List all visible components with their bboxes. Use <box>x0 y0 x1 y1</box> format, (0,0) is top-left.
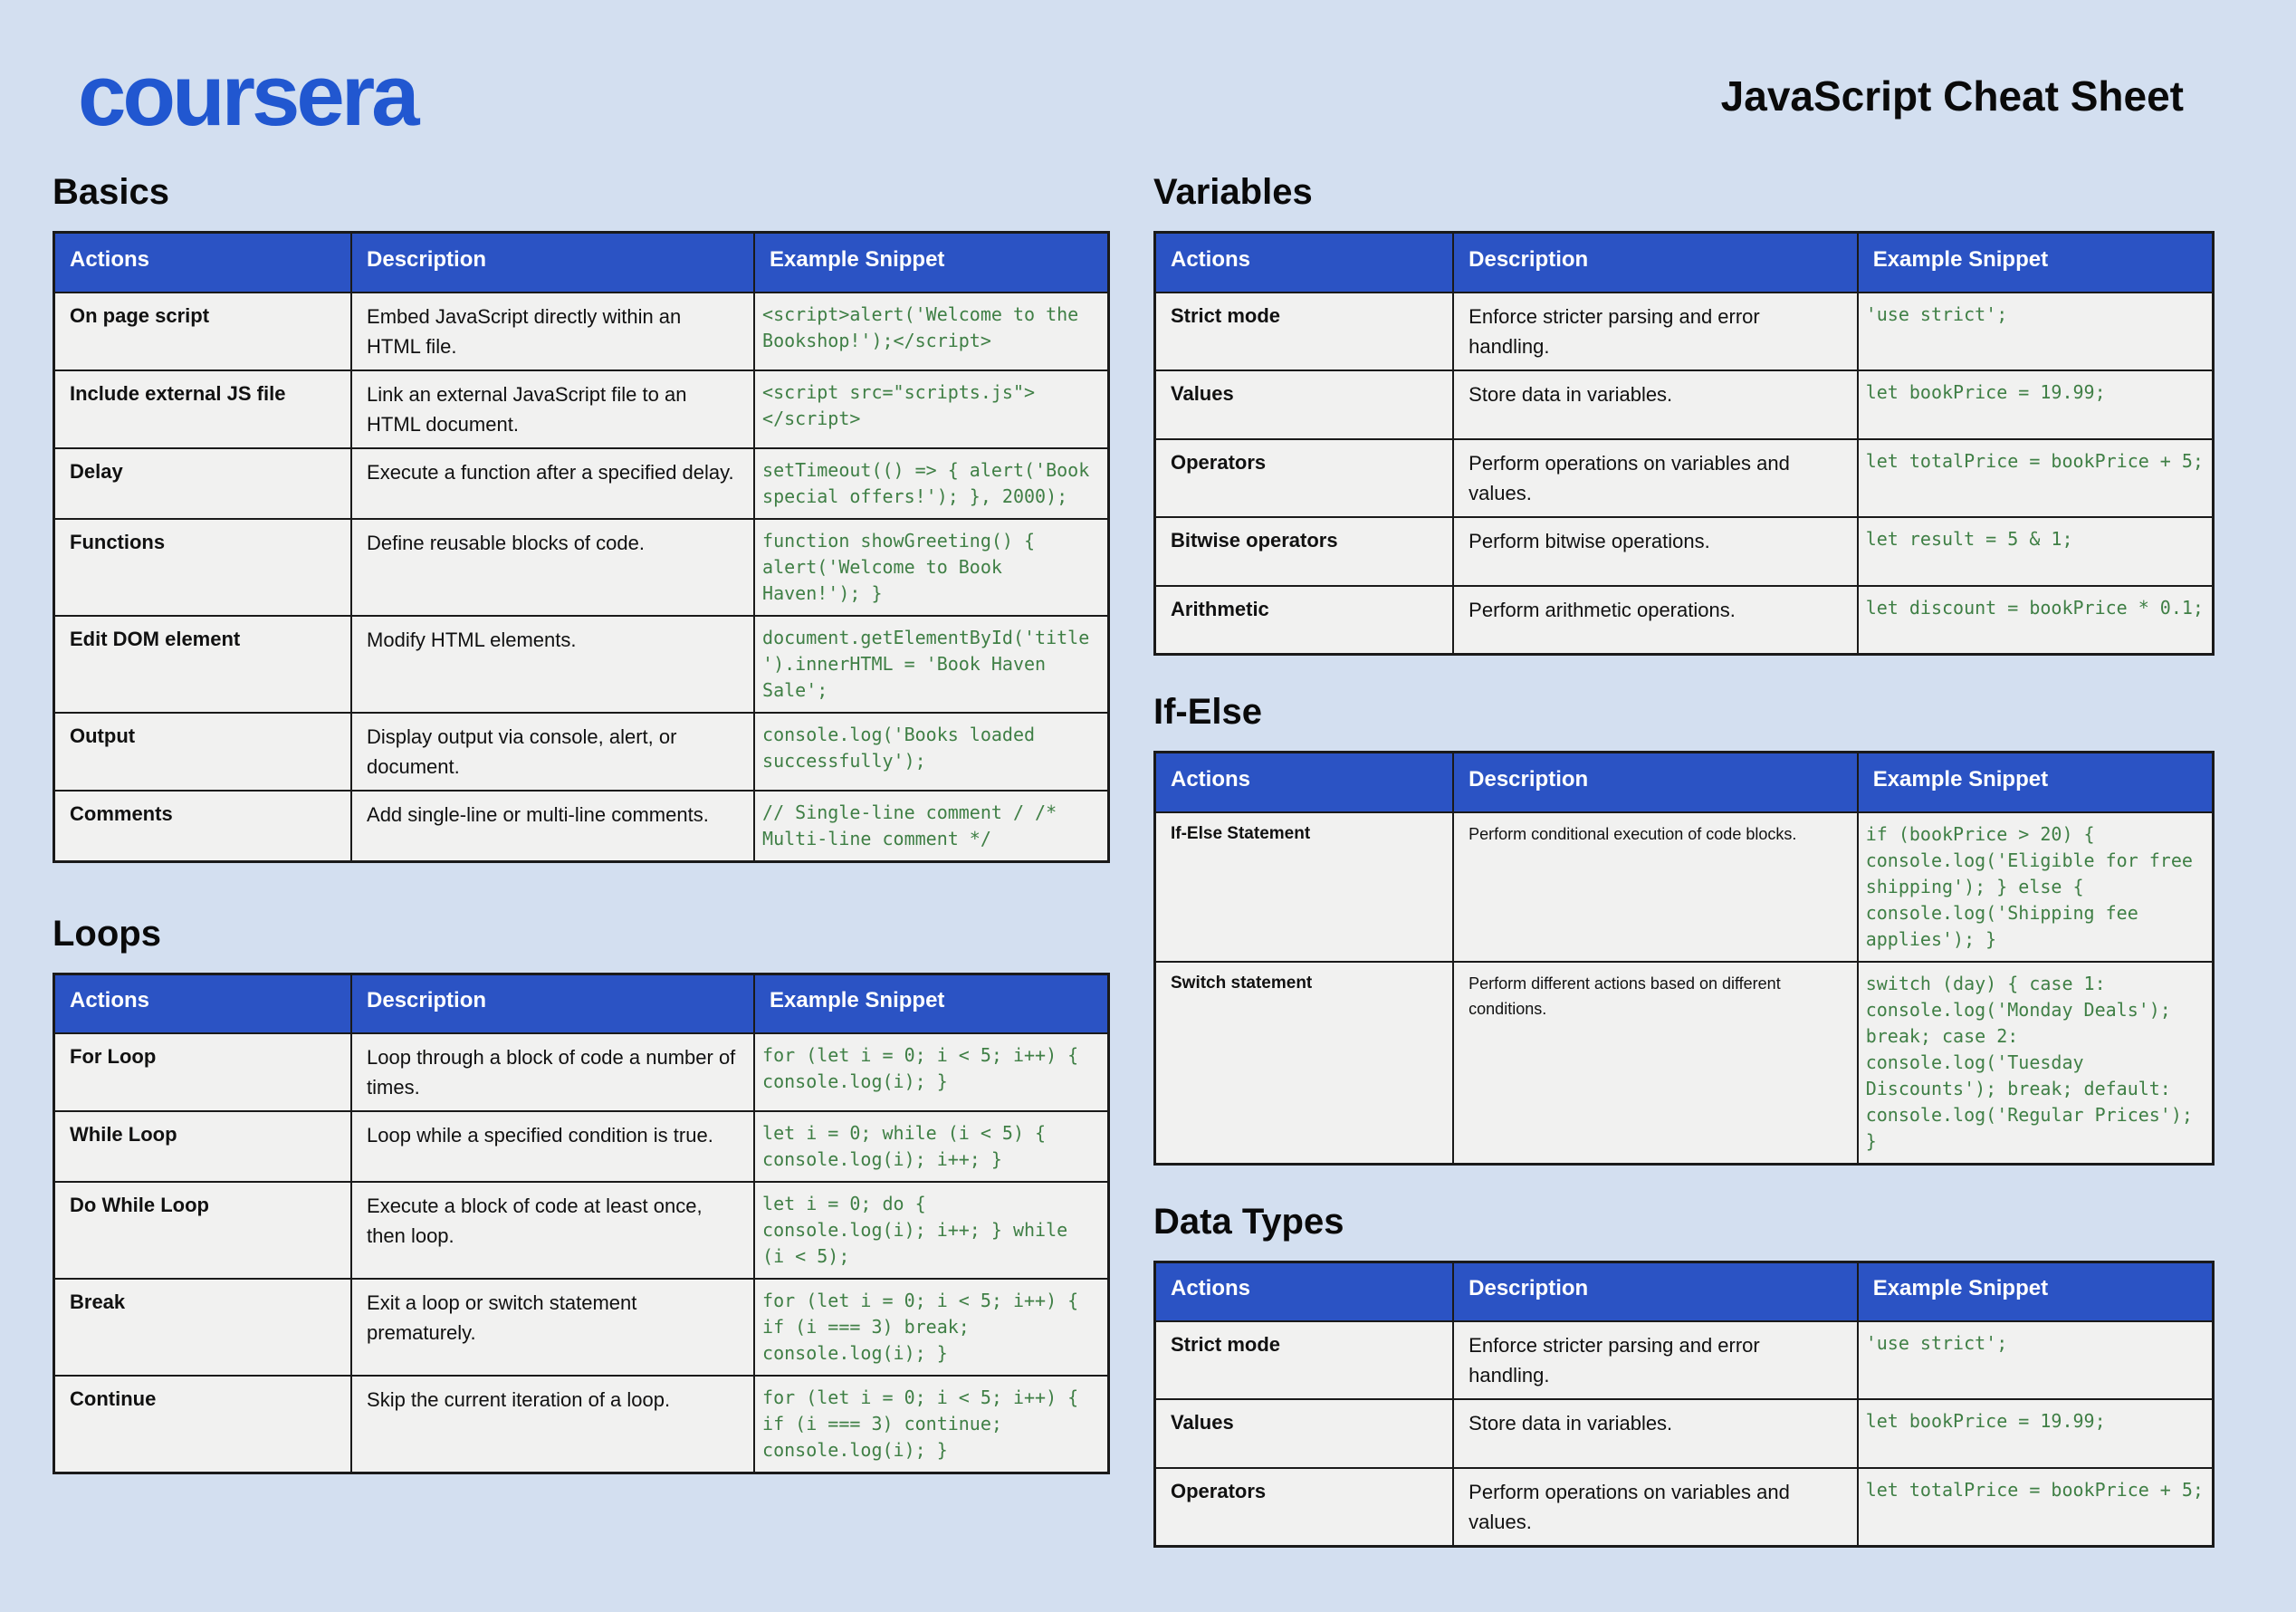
description-cell: Perform operations on variables and values. <box>1453 1468 1858 1547</box>
code-snippet-cell: let totalPrice = bookPrice + 5; <box>1858 1468 2214 1547</box>
description-cell: Execute a function after a specified delay. <box>351 448 754 519</box>
action-cell: Arithmetic <box>1155 586 1454 655</box>
description-cell: Define reusable blocks of code. <box>351 519 754 616</box>
table-row <box>54 370 1109 448</box>
description-cell: Perform bitwise operations. <box>1453 517 1858 586</box>
action-cell: Values <box>1155 370 1454 439</box>
action-cell: Edit DOM element <box>54 616 352 713</box>
action-cell: If-Else Statement <box>1155 812 1454 962</box>
section-title-variables: Variables <box>1153 172 1313 212</box>
description-cell: Enforce stricter parsing and error handling. <box>1453 1321 1858 1399</box>
table-row <box>1155 1399 2214 1468</box>
table-row <box>54 1279 1109 1376</box>
variables-table <box>1153 231 2215 656</box>
description-cell: Execute a block of code at least once, then loop. <box>351 1182 754 1279</box>
table-row <box>1155 1321 2214 1399</box>
coursera-logo: coursera <box>78 47 416 144</box>
column-header-example-snippet: Example Snippet <box>1858 233 2214 293</box>
table-row <box>54 1111 1109 1182</box>
table-header-row <box>54 233 1109 293</box>
code-snippet-cell: for (let i = 0; i < 5; i++) { console.log(i); } <box>754 1033 1108 1111</box>
description-cell: Loop while a specified condition is true. <box>351 1111 754 1182</box>
if-else-table <box>1153 751 2215 1166</box>
column-header-description: Description <box>351 233 754 293</box>
action-cell: On page script <box>54 293 352 370</box>
action-cell: Delay <box>54 448 352 519</box>
description-cell: Perform arithmetic operations. <box>1453 586 1858 655</box>
column-header-actions: Actions <box>54 233 352 293</box>
action-cell: Output <box>54 713 352 791</box>
code-snippet-cell: 'use strict'; <box>1858 293 2214 370</box>
table-row <box>54 1033 1109 1111</box>
description-cell: Add single-line or multi-line comments. <box>351 791 754 862</box>
code-snippet-cell: <script>alert('Welcome to the Bookshop!');</script> <box>754 293 1108 370</box>
table-row <box>1155 962 2214 1165</box>
description-cell: Link an external JavaScript file to an HTML document. <box>351 370 754 448</box>
description-cell: Perform conditional execution of code blocks. <box>1453 812 1858 962</box>
header-bar <box>53 45 2224 147</box>
code-snippet-cell: for (let i = 0; i < 5; i++) { if (i === 3) break; console.log(i); } <box>754 1279 1108 1376</box>
section-if-else <box>1153 692 2215 1166</box>
code-snippet-cell: for (let i = 0; i < 5; i++) { if (i === 3) continue; console.log(i); } <box>754 1376 1108 1473</box>
description-cell: Perform different actions based on different conditions. <box>1453 962 1858 1165</box>
action-cell: Strict mode <box>1155 293 1454 370</box>
code-snippet-cell: console.log('Books loaded successfully'); <box>754 713 1108 791</box>
table-row <box>1155 812 2214 962</box>
code-snippet-cell: 'use strict'; <box>1858 1321 2214 1399</box>
column-header-actions: Actions <box>54 974 352 1033</box>
table-header-row <box>1155 233 2214 293</box>
description-cell: Modify HTML elements. <box>351 616 754 713</box>
column-header-actions: Actions <box>1155 1262 1454 1321</box>
description-cell: Skip the current iteration of a loop. <box>351 1376 754 1473</box>
column-header-example-snippet: Example Snippet <box>1858 753 2214 812</box>
code-snippet-cell: let i = 0; while (i < 5) { console.log(i); i++; } <box>754 1111 1108 1182</box>
table-row <box>54 1376 1109 1473</box>
data-types-table <box>1153 1261 2215 1549</box>
table-row <box>54 1182 1109 1279</box>
code-snippet-cell: let i = 0; do { console.log(i); i++; } while (i < 5); <box>754 1182 1108 1279</box>
code-snippet-cell: document.getElementById('title').innerHTML = 'Book Haven Sale'; <box>754 616 1108 713</box>
action-cell: Include external JS file <box>54 370 352 448</box>
section-data-types <box>1153 1202 2215 1549</box>
table-row <box>54 293 1109 370</box>
action-cell: Operators <box>1155 439 1454 517</box>
section-title-loops: Loops <box>53 913 161 954</box>
section-title-if-else: If-Else <box>1153 692 1263 732</box>
action-cell: While Loop <box>54 1111 352 1182</box>
code-snippet-cell: let bookPrice = 19.99; <box>1858 370 2214 439</box>
action-cell: Break <box>54 1279 352 1376</box>
basics-table <box>53 231 1110 863</box>
column-header-example-snippet: Example Snippet <box>754 974 1108 1033</box>
action-cell: For Loop <box>54 1033 352 1111</box>
table-header-row <box>54 974 1109 1033</box>
description-cell: Enforce stricter parsing and error handling. <box>1453 293 1858 370</box>
action-cell: Functions <box>54 519 352 616</box>
code-snippet-cell: if (bookPrice > 20) { console.log('Eligible for free shipping'); } else { console.log('Shipping fee applies'); } <box>1858 812 2214 962</box>
code-snippet-cell: setTimeout(() => { alert('Book special offers!'); }, 2000); <box>754 448 1108 519</box>
action-cell: Strict mode <box>1155 1321 1454 1399</box>
table-row <box>1155 1468 2214 1547</box>
action-cell: Do While Loop <box>54 1182 352 1279</box>
action-cell: Values <box>1155 1399 1454 1468</box>
description-cell: Display output via console, alert, or document. <box>351 713 754 791</box>
left-column <box>53 172 1110 1584</box>
column-header-actions: Actions <box>1155 233 1454 293</box>
action-cell: Operators <box>1155 1468 1454 1547</box>
table-row <box>1155 517 2214 586</box>
section-title-data-types: Data Types <box>1153 1201 1344 1242</box>
code-snippet-cell: let result = 5 & 1; <box>1858 517 2214 586</box>
description-cell: Store data in variables. <box>1453 370 1858 439</box>
column-header-description: Description <box>1453 753 1858 812</box>
table-row <box>1155 293 2214 370</box>
code-snippet-cell: switch (day) { case 1: console.log('Monday Deals'); break; case 2: console.log('Tuesday Discounts'); break; default: console.log('Regular Prices'); } <box>1858 962 2214 1165</box>
column-header-description: Description <box>1453 1262 1858 1321</box>
column-header-example-snippet: Example Snippet <box>754 233 1108 293</box>
column-header-actions: Actions <box>1155 753 1454 812</box>
action-cell: Bitwise operators <box>1155 517 1454 586</box>
column-header-description: Description <box>351 974 754 1033</box>
description-cell: Loop through a block of code a number of times. <box>351 1033 754 1111</box>
column-header-description: Description <box>1453 233 1858 293</box>
table-row <box>54 713 1109 791</box>
table-header-row <box>1155 1262 2214 1321</box>
code-snippet-cell: let bookPrice = 19.99; <box>1858 1399 2214 1468</box>
action-cell: Switch statement <box>1155 962 1454 1165</box>
table-row <box>1155 370 2214 439</box>
section-basics <box>53 172 1110 863</box>
description-cell: Embed JavaScript directly within an HTML file. <box>351 293 754 370</box>
table-row <box>54 616 1109 713</box>
table-row <box>54 519 1109 616</box>
action-cell: Comments <box>54 791 352 862</box>
description-cell: Store data in variables. <box>1453 1399 1858 1468</box>
code-snippet-cell: // Single-line comment / /* Multi-line comment */ <box>754 791 1108 862</box>
table-row <box>1155 586 2214 655</box>
description-cell: Exit a loop or switch statement prematurely. <box>351 1279 754 1376</box>
loops-table <box>53 973 1110 1475</box>
section-title-basics: Basics <box>53 172 169 212</box>
action-cell: Continue <box>54 1376 352 1473</box>
table-row <box>1155 439 2214 517</box>
code-snippet-cell: let totalPrice = bookPrice + 5; <box>1858 439 2214 517</box>
description-cell: Perform operations on variables and values. <box>1453 439 1858 517</box>
column-header-example-snippet: Example Snippet <box>1858 1262 2214 1321</box>
code-snippet-cell: <script src="scripts.js"></script> <box>754 370 1108 448</box>
table-row <box>54 791 1109 862</box>
page-title: JavaScript Cheat Sheet <box>1720 72 2184 120</box>
section-variables <box>1153 172 2215 656</box>
table-row <box>54 448 1109 519</box>
table-header-row <box>1155 753 2214 812</box>
section-loops <box>53 914 1110 1475</box>
code-snippet-cell: function showGreeting() { alert('Welcome to Book Haven!'); } <box>754 519 1108 616</box>
code-snippet-cell: let discount = bookPrice * 0.1; <box>1858 586 2214 655</box>
right-column <box>1153 172 2215 1584</box>
content-columns <box>53 172 2224 1584</box>
